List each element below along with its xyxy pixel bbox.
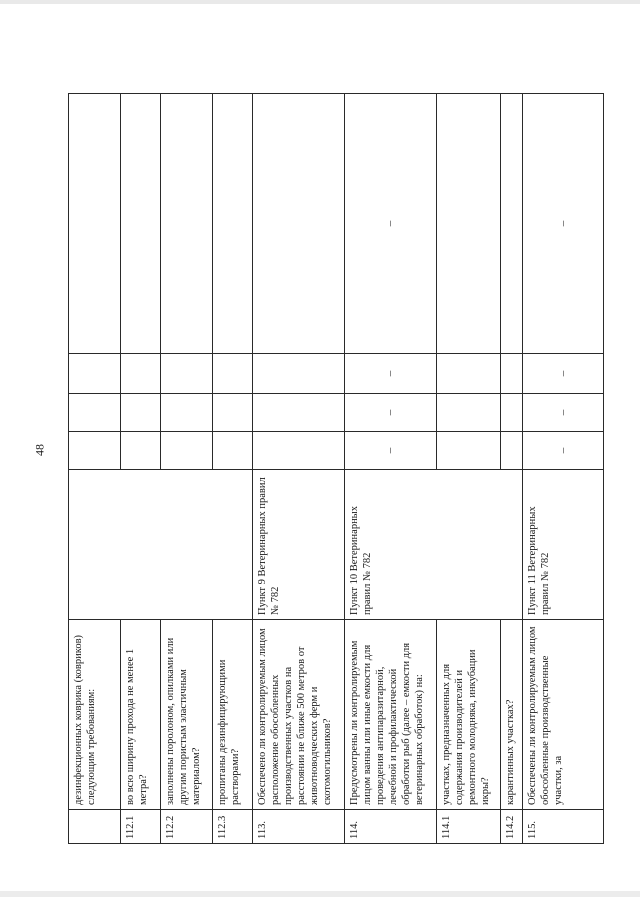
answer-yes-cell <box>121 432 161 470</box>
answer-yes-cell: – <box>345 432 437 470</box>
answer-yes-cell <box>437 432 501 470</box>
note-cell <box>213 94 253 354</box>
answer-yes-cell: – <box>523 432 604 470</box>
table-row <box>69 94 121 844</box>
row-number: 112.3 <box>213 810 253 844</box>
answer-na-cell <box>121 354 161 394</box>
note-cell: – <box>523 94 604 354</box>
note-cell <box>161 94 213 354</box>
table-row <box>253 94 345 844</box>
row-number: 114.1 <box>437 810 501 844</box>
answer-yes-cell <box>253 432 345 470</box>
legal-basis <box>69 470 253 620</box>
question-text: Обеспечено ли контролируемым лицом расположение обособленных производственных участков на расстоянии не ближе 500 метров от животноводческих ферм и скотомогильников? <box>253 620 345 810</box>
answer-na-cell <box>253 354 345 394</box>
table-row <box>437 94 501 844</box>
row-number: 114. <box>345 810 437 844</box>
answer-yes-cell <box>213 432 253 470</box>
answer-na-cell: – <box>523 354 604 394</box>
checklist-table <box>68 93 604 844</box>
table-row <box>345 94 437 844</box>
note-cell: – <box>345 94 437 354</box>
table-row <box>213 94 253 844</box>
note-cell <box>437 94 501 354</box>
checklist-table-wrapper <box>68 94 603 844</box>
answer-no-cell <box>161 394 213 432</box>
question-text: участках, предназначенных для содержания производителей и ремонтного молодняка, инкубации икры? <box>437 620 501 810</box>
answer-yes-cell <box>501 432 523 470</box>
answer-no-cell: – <box>345 394 437 432</box>
note-cell <box>69 94 121 354</box>
row-number: 113. <box>253 810 345 844</box>
answer-no-cell <box>213 394 253 432</box>
answer-na-cell <box>501 354 523 394</box>
row-number: 115. <box>523 810 604 844</box>
note-cell <box>121 94 161 354</box>
question-text: Предусмотрены ли контролируемым лицом ванны или иные емкости для проведения антипаразитарной, лечебной и профилактической обработки рыб (далее – емкости для ветеринарных обработок) на: <box>345 620 437 810</box>
legal-basis: Пункт 10 Ветеринарных правил № 782 <box>345 470 523 620</box>
answer-no-cell <box>253 394 345 432</box>
answer-na-cell: – <box>345 354 437 394</box>
table-row <box>161 94 213 844</box>
table-row <box>121 94 161 844</box>
question-text: карантинных участках? <box>501 620 523 810</box>
question-text: дезинфекционных коврика (ковриков) следующим требованиям: <box>69 620 121 810</box>
note-cell <box>501 94 523 354</box>
answer-na-cell <box>69 354 121 394</box>
question-text: заполнены поролоном, опилками или другим пористым эластичным материалом? <box>161 620 213 810</box>
row-number: 112.2 <box>161 810 213 844</box>
page-number: 48 <box>32 444 47 456</box>
answer-no-cell: – <box>523 394 604 432</box>
answer-no-cell <box>501 394 523 432</box>
answer-no-cell <box>121 394 161 432</box>
answer-na-cell <box>213 354 253 394</box>
table-row <box>523 94 604 844</box>
answer-na-cell <box>437 354 501 394</box>
answer-yes-cell <box>161 432 213 470</box>
question-text: во всю ширину прохода не менее 1 метра? <box>121 620 161 810</box>
answer-yes-cell <box>69 432 121 470</box>
scan-edge-top <box>0 0 640 4</box>
answer-no-cell <box>437 394 501 432</box>
row-number: 112.1 <box>121 810 161 844</box>
note-cell <box>253 94 345 354</box>
question-text: пропитаны дезинфицирующими растворами? <box>213 620 253 810</box>
question-text: Обеспечены ли контролируемым лицом обособленные производственные участки, за <box>523 620 604 810</box>
row-number: 114.2 <box>501 810 523 844</box>
answer-na-cell <box>161 354 213 394</box>
legal-basis: Пункт 11 Ветеринарных правил № 782 <box>523 470 604 620</box>
legal-basis: Пункт 9 Ветеринарных правил № 782 <box>253 470 345 620</box>
answer-no-cell <box>69 394 121 432</box>
table-row <box>501 94 523 844</box>
row-number <box>69 810 121 844</box>
scan-edge-bottom <box>0 891 640 897</box>
